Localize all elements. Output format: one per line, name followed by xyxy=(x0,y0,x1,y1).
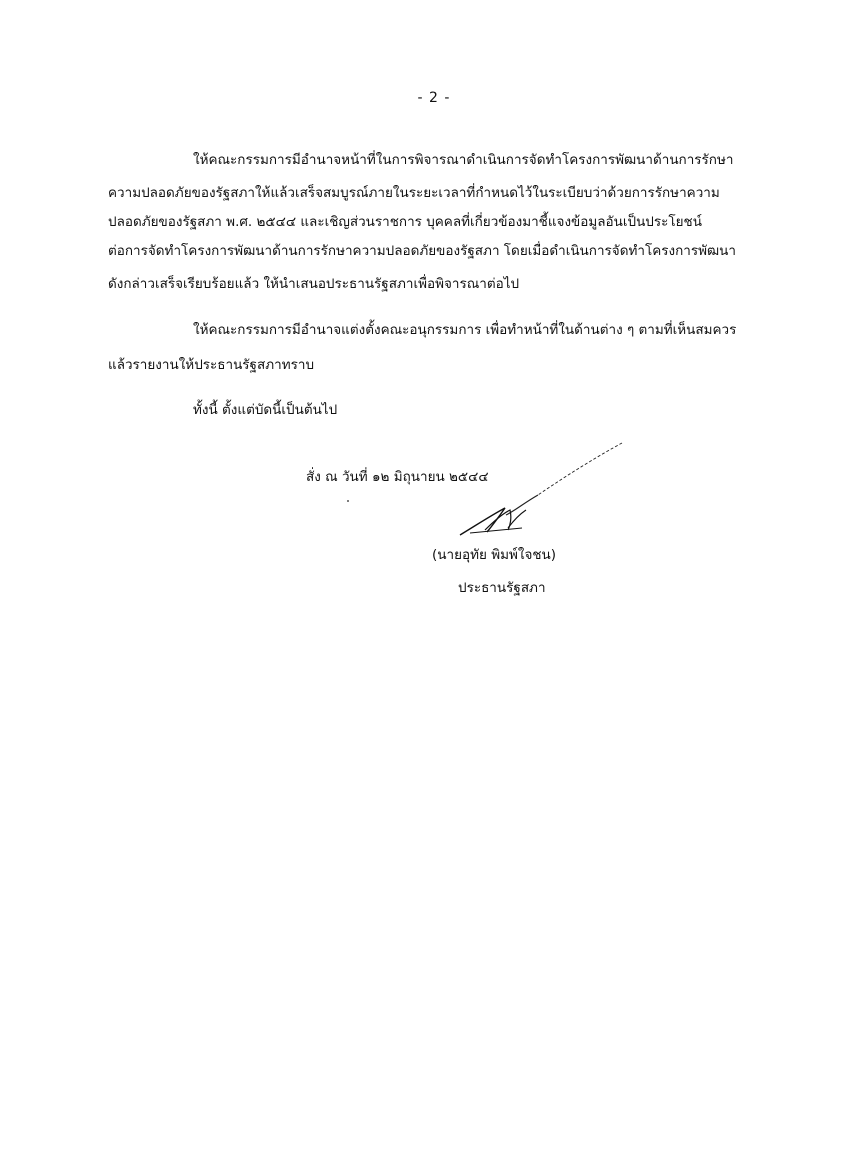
paragraph-1-line-1: ให้คณะกรรมการมีอำนาจหน้าที่ในการพิจารณาดำเนินการจัดทำโครงการพัฒนาด้านการรักษา xyxy=(193,152,734,168)
paragraph-2-line-1: ให้คณะกรรมการมีอำนาจแต่งตั้งคณะอนุกรรมการ เพื่อทำหน้าที่ในด้านต่าง ๆ ตามที่เห็นสมควร xyxy=(193,322,737,338)
signatory-name: (นายอุทัย พิมพ์ใจชน) xyxy=(432,547,557,563)
order-date: สั่ง ณ วันที่ ๑๒ มิถุนายน ๒๕๔๔ xyxy=(306,469,489,485)
paragraph-2-line-2: แล้วรายงานให้ประธานรัฐสภาทราบ xyxy=(108,357,315,373)
paragraph-1-line-3: ปลอดภัยของรัฐสภา พ.ศ. ๒๕๔๔ และเชิญส่วนราชการ บุคคลที่เกี่ยวข้องมาชี้แจงข้อมูลอันเป็นประโยชน์ xyxy=(108,214,702,230)
paragraph-3-line-1: ทั้งนี้ ตั้งแต่บัดนี้เป็นต้นไป xyxy=(193,402,338,418)
paragraph-1-line-4: ต่อการจัดทำโครงการพัฒนาด้านการรักษาความปลอดภัยของรัฐสภา โดยเมื่อดำเนินการจัดทำโครงการพัฒนา xyxy=(108,243,736,259)
paragraph-1-line-5: ดังกล่าวเสร็จเรียบร้อยแล้ว ให้นำเสนอประธานรัฐสภาเพื่อพิจารณาต่อไป xyxy=(108,276,520,292)
page-number: - 2 - xyxy=(417,90,451,106)
handwritten-signature xyxy=(450,440,630,540)
scan-speck xyxy=(347,500,349,502)
signatory-title: ประธานรัฐสภา xyxy=(458,580,546,596)
paragraph-1-line-2: ความปลอดภัยของรัฐสภาให้แล้วเสร็จสมบูรณ์ภายในระยะเวลาที่กำหนดไว้ในระเบียบว่าด้วยการรักษาความ xyxy=(108,185,720,201)
